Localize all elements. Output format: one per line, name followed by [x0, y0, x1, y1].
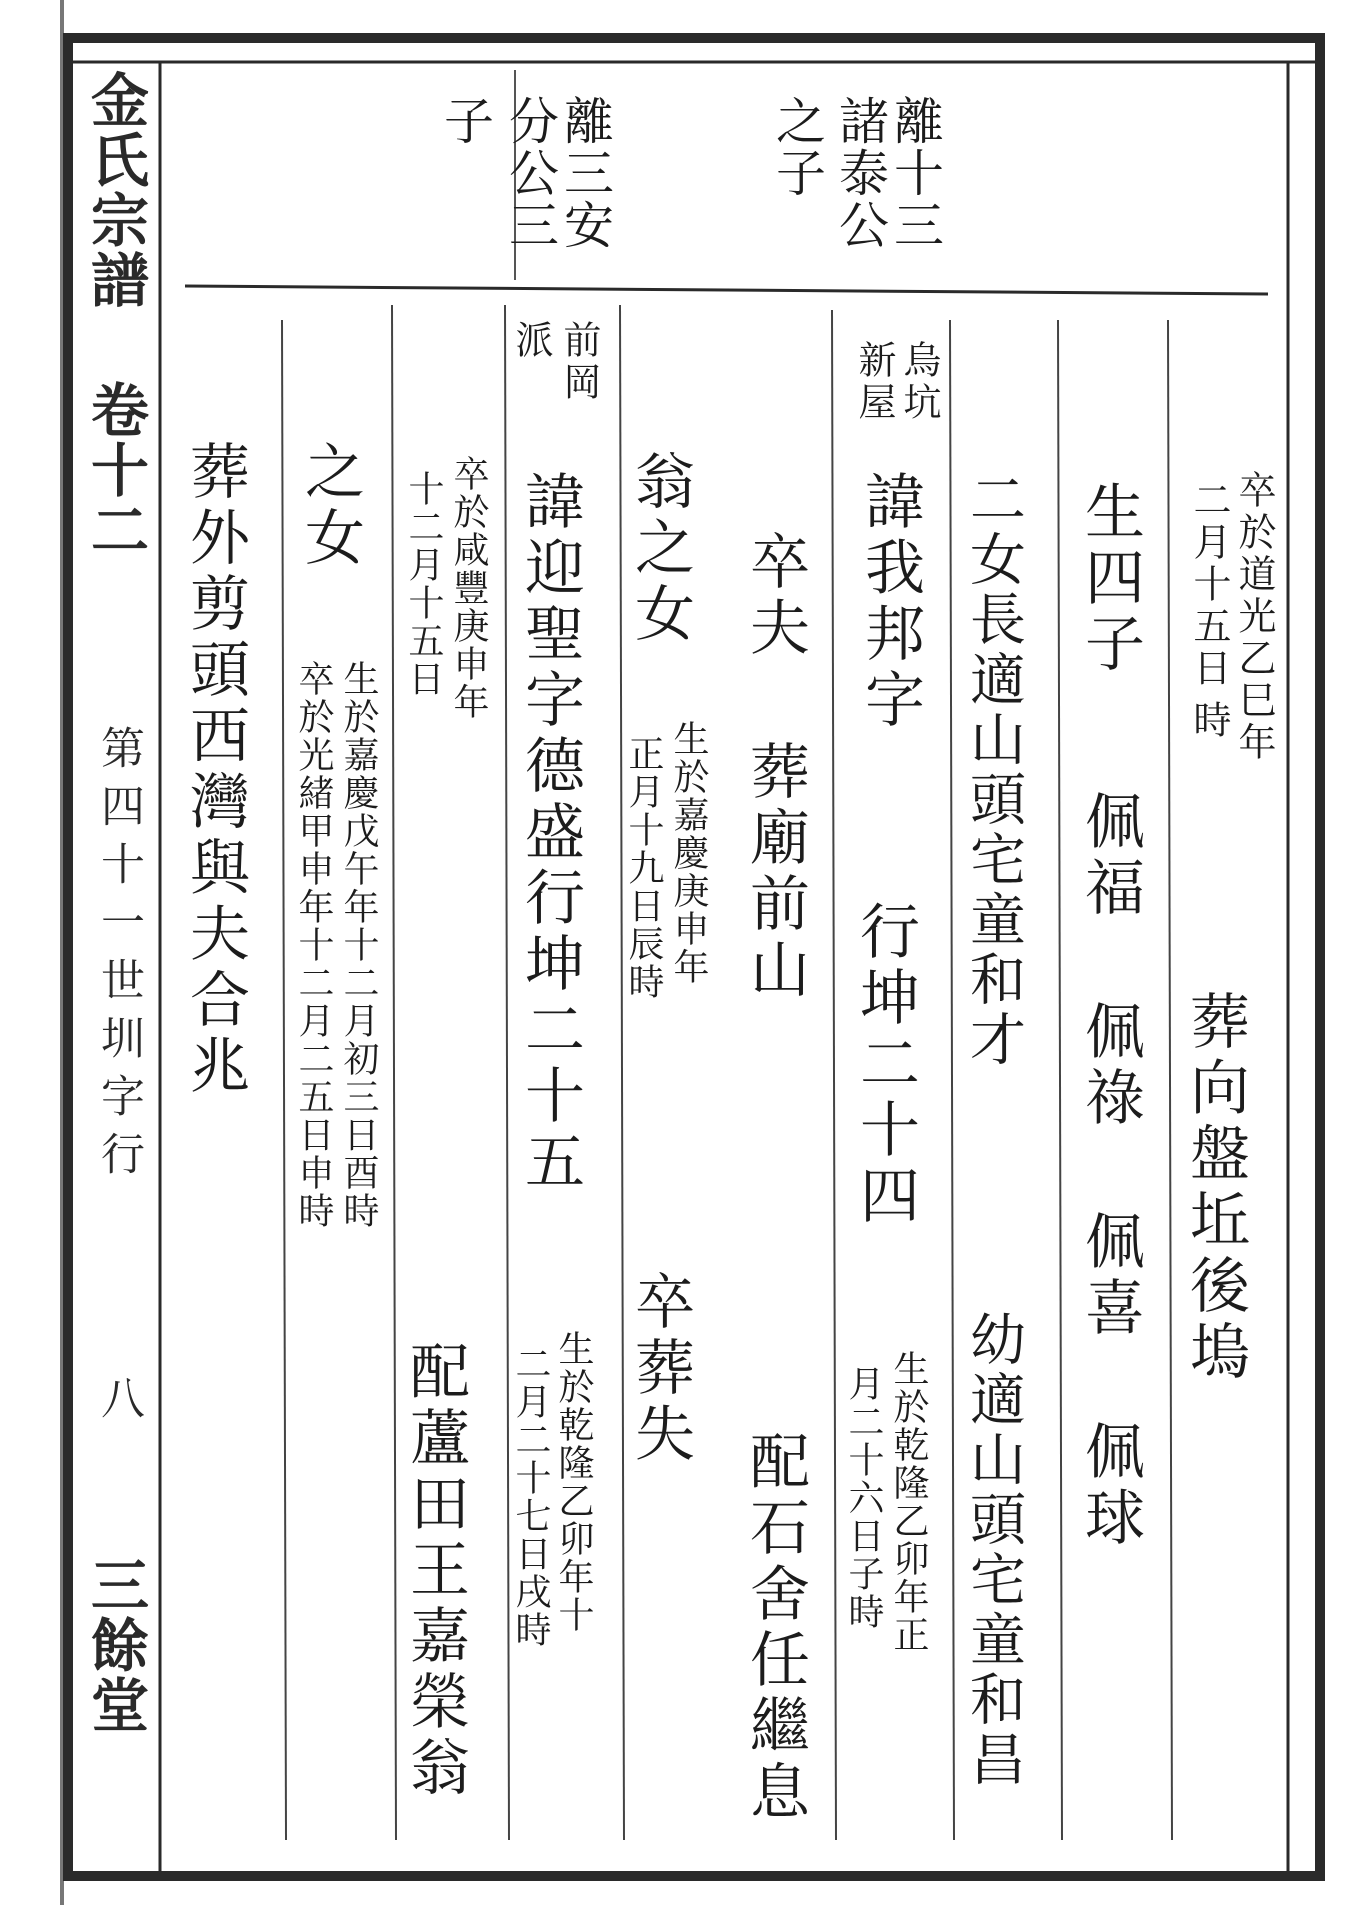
register-line-1a: 離十三: [886, 95, 944, 251]
entry-son-1: 佩福: [1075, 790, 1145, 922]
col-rule-5: [620, 305, 624, 1840]
spouse3-death: 卒於光緒甲申年十二月二五日申時: [293, 660, 334, 1230]
spouse3-birth: 生於嘉慶戊午年十二月初三日酉時: [338, 660, 379, 1230]
person-rank-kun24: 行坤二十四: [850, 900, 920, 1230]
entry-death-date-c: 時: [1187, 700, 1231, 742]
person2-birth-a: 生於乾隆乙卯年十: [553, 1330, 594, 1634]
spouse-died-husband: 卒夫: [740, 530, 810, 662]
entry-son-2: 佩祿: [1075, 1000, 1145, 1132]
register-line-1c: 之子: [768, 95, 826, 199]
joint-burial: 葬外剪頭西灣與夫合兆: [180, 440, 250, 1100]
spouse-burial: 葬廟前山: [740, 740, 810, 1004]
register-line-2c: 子: [436, 95, 494, 147]
spouse2-birth-a: 生於嘉慶庚申年: [668, 720, 709, 986]
branch-label-b: 新屋: [852, 340, 896, 424]
col-rule-2: [1058, 320, 1062, 1840]
entry-burial: 葬向盤坵後塢: [1180, 990, 1250, 1386]
spouse2-birth-b: 正月十九日辰時: [623, 735, 664, 1001]
margin-book-title: 金氏宗譜 卷十二: [81, 70, 149, 560]
spouse3-father: 之女: [295, 440, 365, 572]
person-birth-a: 生於乾隆乙卯年正: [888, 1350, 929, 1654]
entry-death-date-a: 卒於道光乙巳年: [1232, 470, 1276, 764]
entry-son-4: 佩球: [1075, 1420, 1145, 1552]
entry-son-3: 佩喜: [1075, 1210, 1145, 1342]
spouse2-father: 翁之女: [625, 450, 695, 648]
register-line-2b: 分公三: [501, 95, 559, 251]
entry-daughters-younger: 幼適山頭宅童和昌: [961, 1310, 1026, 1790]
col-rule-4: [832, 310, 836, 1840]
register-line-1b: 諸泰公: [831, 95, 889, 251]
spouse-record: 配石舍任繼息: [740, 1430, 810, 1826]
margin-generation: 第四十一世圳字行: [93, 725, 144, 1189]
person2-spouse: 配蘆田王嘉榮翁: [400, 1340, 470, 1802]
person-name-yingsheng: 諱迎聖字德盛行坤二十五: [515, 470, 585, 1196]
margin-hall-name: 三餘堂: [81, 1555, 149, 1735]
col-rule-3: [950, 320, 954, 1840]
person2-death-b: 十二月十五日: [403, 470, 444, 698]
entry-daughters-elder: 二女長適山頭宅童和才: [961, 470, 1026, 1070]
entry-sons-count: 生四子: [1075, 480, 1145, 678]
col-rule-7: [392, 305, 396, 1840]
col-rule-6: [505, 305, 509, 1840]
person2-birth-b: 二月二十七日戌時: [510, 1345, 551, 1649]
spouse2-burial-unknown: 卒葬失: [625, 1270, 695, 1468]
branch2-label-b: 派: [509, 320, 553, 362]
register-rule: [185, 286, 1268, 294]
entry-death-date-b: 二月十五日: [1187, 480, 1231, 690]
person-name-wobang: 諱我邦字: [855, 470, 925, 734]
branch2-label-a: 前岡: [557, 320, 601, 404]
col-rule-8: [282, 320, 286, 1840]
margin-page-number: 八: [93, 1375, 144, 1433]
person-birth-b: 月二十六日子時: [843, 1365, 884, 1631]
col-rule-1: [1168, 320, 1172, 1840]
register-line-2a: 離三安: [556, 95, 614, 251]
branch-label-a: 烏坑: [897, 340, 941, 424]
person2-death-a: 卒於咸豐庚申年: [448, 455, 489, 721]
